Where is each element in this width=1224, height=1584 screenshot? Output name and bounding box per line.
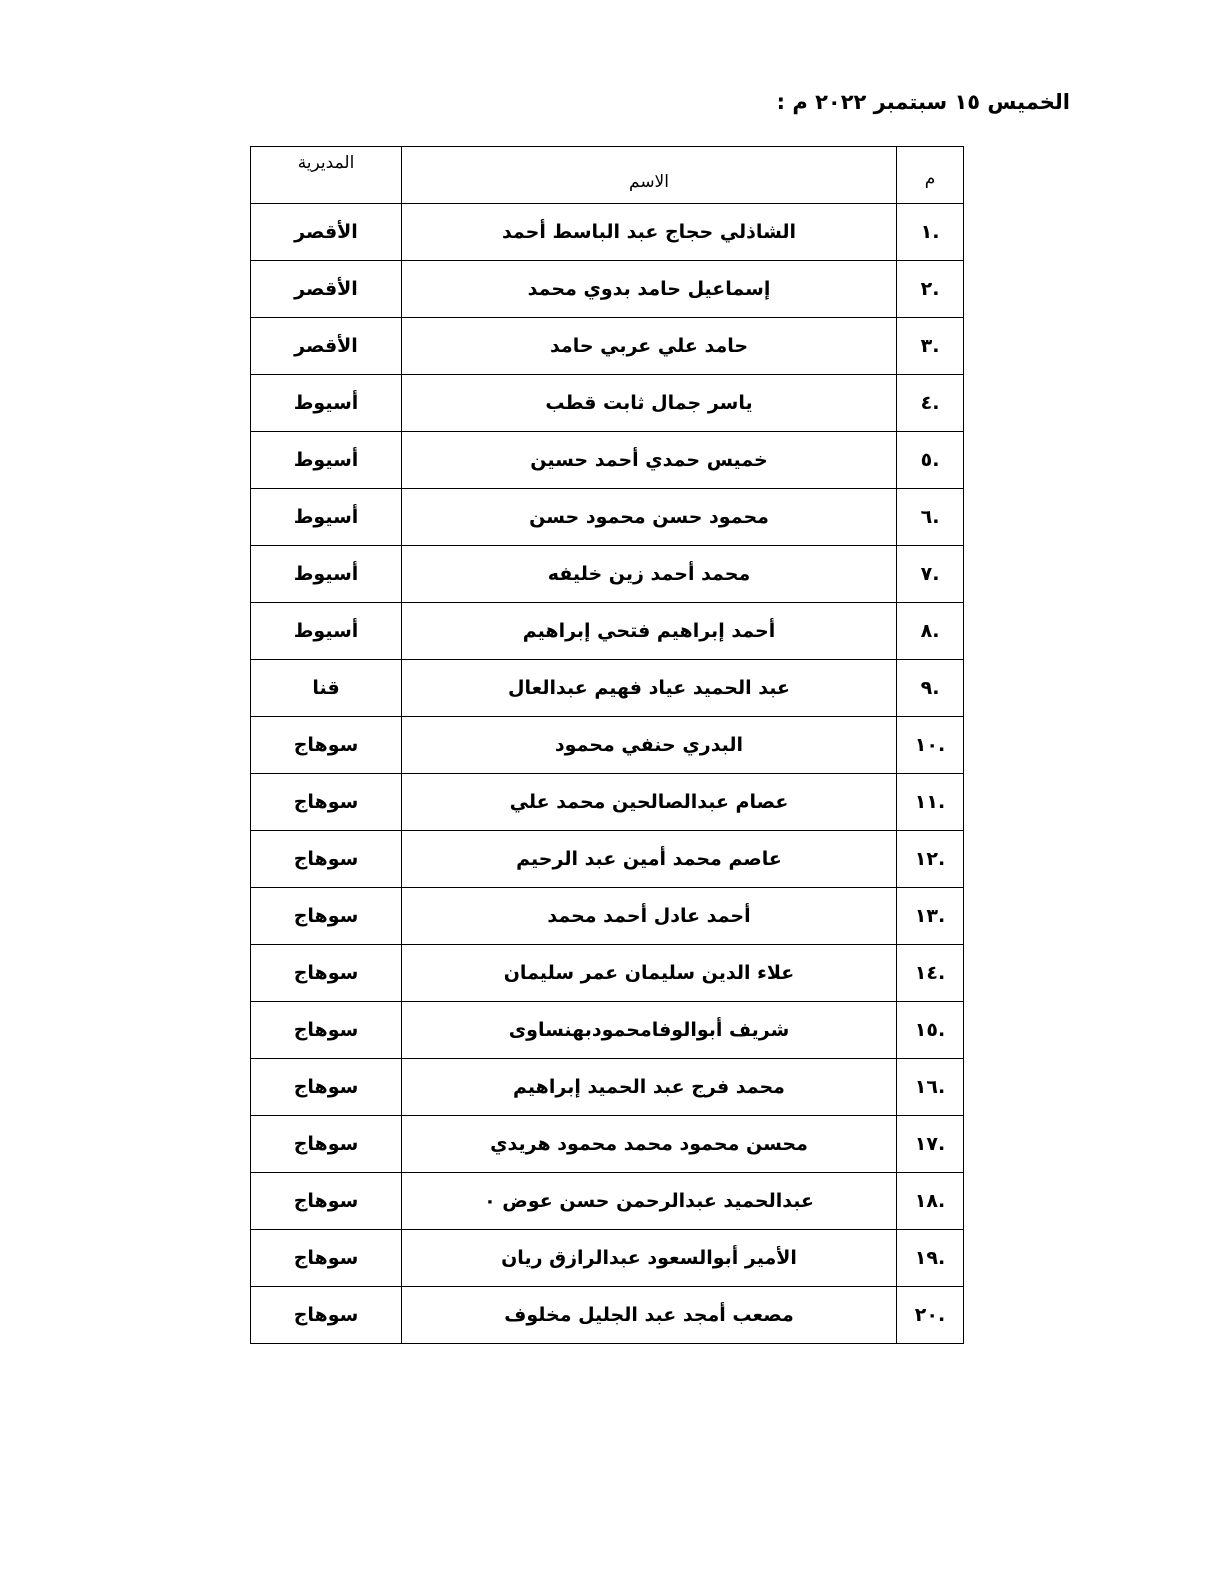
row-number: .١٤: [897, 945, 964, 1002]
row-directorate: سوهاج: [251, 1002, 402, 1059]
table-row: [251, 831, 964, 888]
row-directorate: سوهاج: [251, 1230, 402, 1287]
row-name: عصام عبدالصالحين محمد علي: [402, 774, 897, 831]
table-row: [251, 546, 964, 603]
row-name: محمد أحمد زين خليفه: [402, 546, 897, 603]
row-number: .١٦: [897, 1059, 964, 1116]
row-directorate: أسيوط: [251, 375, 402, 432]
row-directorate: سوهاج: [251, 1287, 402, 1344]
table-row: [251, 1230, 964, 1287]
table-row: [251, 945, 964, 1002]
row-name: حامد علي عربي حامد: [402, 318, 897, 375]
table-row: [251, 717, 964, 774]
row-directorate: سوهاج: [251, 1173, 402, 1230]
row-directorate: سوهاج: [251, 1116, 402, 1173]
row-name: خميس حمدي أحمد حسين: [402, 432, 897, 489]
row-name: محسن محمود محمد محمود هريدي: [402, 1116, 897, 1173]
row-number: .٢: [897, 261, 964, 318]
row-number: .١٨: [897, 1173, 964, 1230]
header-number: م: [897, 147, 964, 204]
row-number: .١٩: [897, 1230, 964, 1287]
row-number: .١٧: [897, 1116, 964, 1173]
row-number: .١١: [897, 774, 964, 831]
row-number: .٥: [897, 432, 964, 489]
row-directorate: سوهاج: [251, 1059, 402, 1116]
row-name: محمود حسن محمود حسن: [402, 489, 897, 546]
row-directorate: قنا: [251, 660, 402, 717]
row-name: عبد الحميد عياد فهيم عبدالعال: [402, 660, 897, 717]
table-row: [251, 204, 964, 261]
table-row: [251, 261, 964, 318]
row-name: ياسر جمال ثابت قطب: [402, 375, 897, 432]
row-directorate: الأقصر: [251, 204, 402, 261]
row-name: شريف أبوالوفامحمودبهنساوى: [402, 1002, 897, 1059]
table-row: [251, 489, 964, 546]
row-directorate: سوهاج: [251, 831, 402, 888]
row-name: محمد فرج عبد الحميد إبراهيم: [402, 1059, 897, 1116]
row-name: أحمد عادل أحمد محمد: [402, 888, 897, 945]
table-row: [251, 1287, 964, 1344]
row-directorate: سوهاج: [251, 717, 402, 774]
page-heading: الخميس ١٥ سبتمبر ٢٠٢٢ م :: [776, 90, 1070, 114]
row-name: البدري حنفي محمود: [402, 717, 897, 774]
row-name: أحمد إبراهيم فتحي إبراهيم: [402, 603, 897, 660]
row-name: الشاذلي حجاج عبد الباسط أحمد: [402, 204, 897, 261]
header-name: الاسم: [402, 147, 897, 204]
row-number: .١٣: [897, 888, 964, 945]
table-row: [251, 774, 964, 831]
row-name: عبدالحميد عبدالرحمن حسن عوض ٠: [402, 1173, 897, 1230]
row-number: .٨: [897, 603, 964, 660]
table-row: [251, 888, 964, 945]
row-number: .١٢: [897, 831, 964, 888]
row-number: .١: [897, 204, 964, 261]
table-header-row: [251, 147, 964, 204]
roster-table: [250, 146, 964, 1344]
row-number: .١٥: [897, 1002, 964, 1059]
table-row: [251, 318, 964, 375]
table-row: [251, 375, 964, 432]
table-row: [251, 1002, 964, 1059]
row-directorate: سوهاج: [251, 945, 402, 1002]
row-directorate: أسيوط: [251, 489, 402, 546]
row-directorate: الأقصر: [251, 318, 402, 375]
row-directorate: أسيوط: [251, 603, 402, 660]
header-directorate: المديرية: [251, 147, 402, 204]
table-row: [251, 1059, 964, 1116]
table-row: [251, 660, 964, 717]
row-name: عاصم محمد أمين عبد الرحيم: [402, 831, 897, 888]
row-directorate: الأقصر: [251, 261, 402, 318]
row-directorate: سوهاج: [251, 888, 402, 945]
row-number: .٣: [897, 318, 964, 375]
row-number: .٦: [897, 489, 964, 546]
table-row: [251, 1173, 964, 1230]
row-number: .٩: [897, 660, 964, 717]
row-directorate: أسيوط: [251, 432, 402, 489]
table-row: [251, 603, 964, 660]
row-number: .١٠: [897, 717, 964, 774]
table-row: [251, 432, 964, 489]
table-row: [251, 1116, 964, 1173]
row-number: .٢٠: [897, 1287, 964, 1344]
row-name: إسماعيل حامد بدوي محمد: [402, 261, 897, 318]
row-number: .٧: [897, 546, 964, 603]
row-name: علاء الدين سليمان عمر سليمان: [402, 945, 897, 1002]
row-name: الأمير أبوالسعود عبدالرازق ريان: [402, 1230, 897, 1287]
row-directorate: سوهاج: [251, 774, 402, 831]
row-directorate: أسيوط: [251, 546, 402, 603]
row-name: مصعب أمجد عبد الجليل مخلوف: [402, 1287, 897, 1344]
row-number: .٤: [897, 375, 964, 432]
